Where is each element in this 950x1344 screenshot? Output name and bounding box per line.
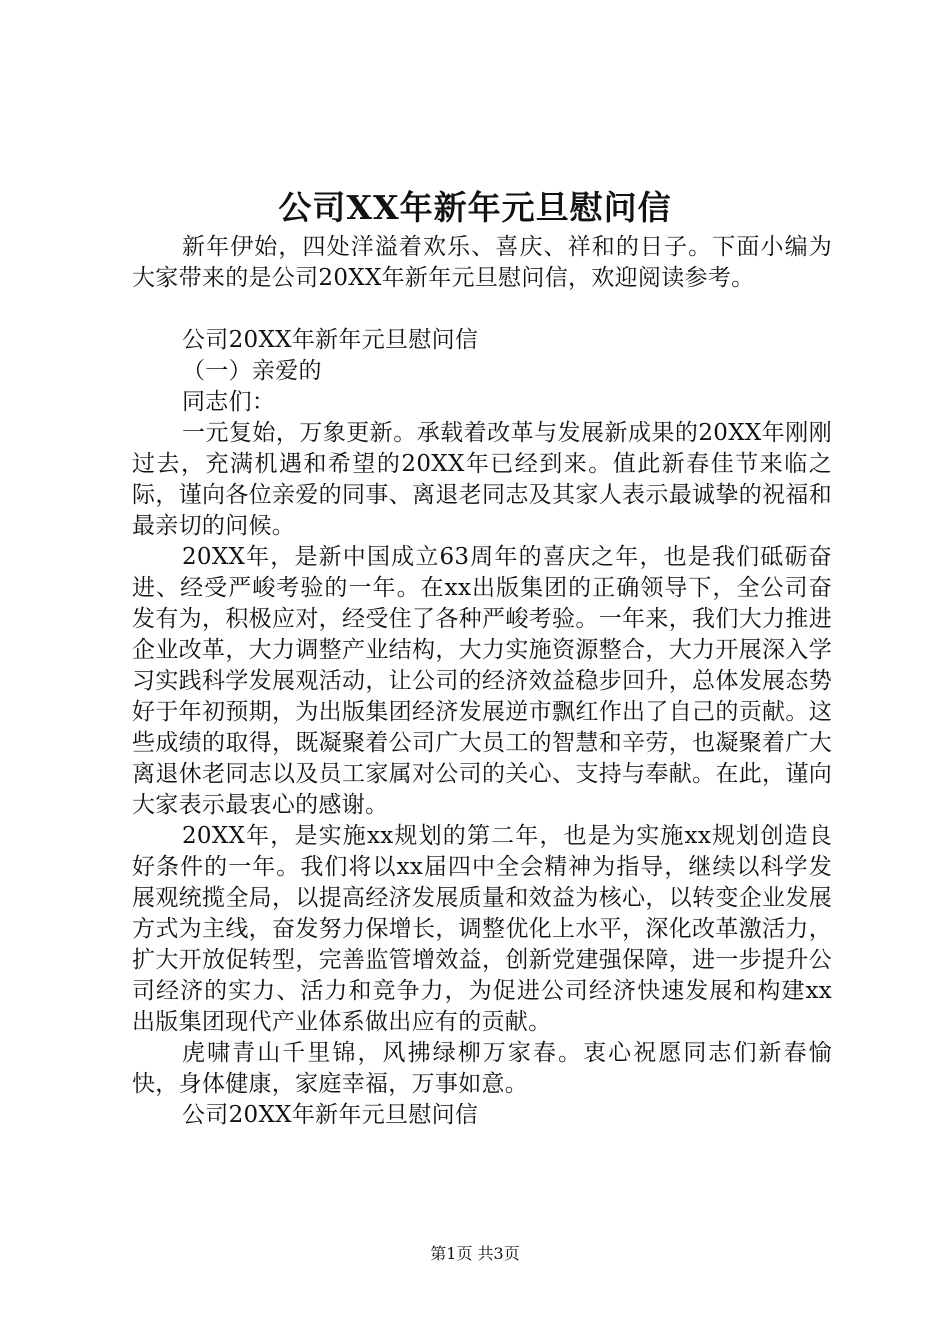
body-paragraph-4: 虎啸青山千里锦，风拂绿柳万家春。衷心祝愿同志们新春愉快，身体健康，家庭幸福，万事如意。 — [132, 1040, 832, 1097]
closing-line: 公司20XX年新年元旦慰问信 — [182, 1102, 479, 1128]
letter-subtitle: 公司20XX年新年元旦慰问信 — [182, 327, 479, 353]
body-paragraph-2: 20XX年，是新中国成立63周年的喜庆之年，也是我们砥砺奋进、经受严峻考验的一年。在xx出版集团的正确领导下，全公司奋发有为，积极应对，经受住了各种严峻考验。一年来，我们大力推进企业改革，大力调整产业结构，大力实施资源整合，大力开展深入学习实践科学发展观活动，让公司的经济效益稳步回升，总体发展态势好于年初预期，为出版集团经济发展逆市飘红作出了自己的贡献。这些成绩的取得，既凝聚着公司广大员工的智慧和辛劳，也凝聚着广大离退休老同志以及员工家属对公司的关心、支持与奉献。在此，谨向大家表示最衷心的感谢。 — [132, 544, 832, 818]
section-heading: （一）亲爱的 — [182, 358, 322, 384]
document-title: 公司XX年新年元旦慰问信 — [278, 188, 672, 227]
page-number: 第1页 共3页 — [430, 1244, 520, 1263]
body-paragraph-3: 20XX年，是实施xx规划的第二年，也是为实施xx规划创造良好条件的一年。我们将以xx届四中全会精神为指导，继续以科学发展观统揽全局，以提高经济发展质量和效益为核心，以转变企业发展方式为主线，奋发努力保增长，调整优化上水平，深化改革激活力，扩大开放促转型，完善监管增效益，创新党建强保障，进一步提升公司经济的实力、活力和竞争力，为促进公司经济快速发展和构建xx出版集团现代产业体系做出应有的贡献。 — [132, 823, 832, 1035]
blank-line — [132, 294, 832, 325]
intro-paragraph: 新年伊始，四处洋溢着欢乐、喜庆、祥和的日子。下面小编为大家带来的是公司20XX年新年元旦慰问信，欢迎阅读参考。 — [132, 234, 832, 291]
body-paragraph-1: 一元复始，万象更新。承载着改革与发展新成果的20XX年刚刚过去，充满机遇和希望的20XX年已经到来。值此新春佳节来临之际，谨向各位亲爱的同事、离退老同志及其家人表示最诚挚的祝福和最亲切的问候。 — [132, 420, 832, 539]
document-body — [132, 232, 832, 1131]
salutation: 同志们： — [182, 389, 276, 415]
